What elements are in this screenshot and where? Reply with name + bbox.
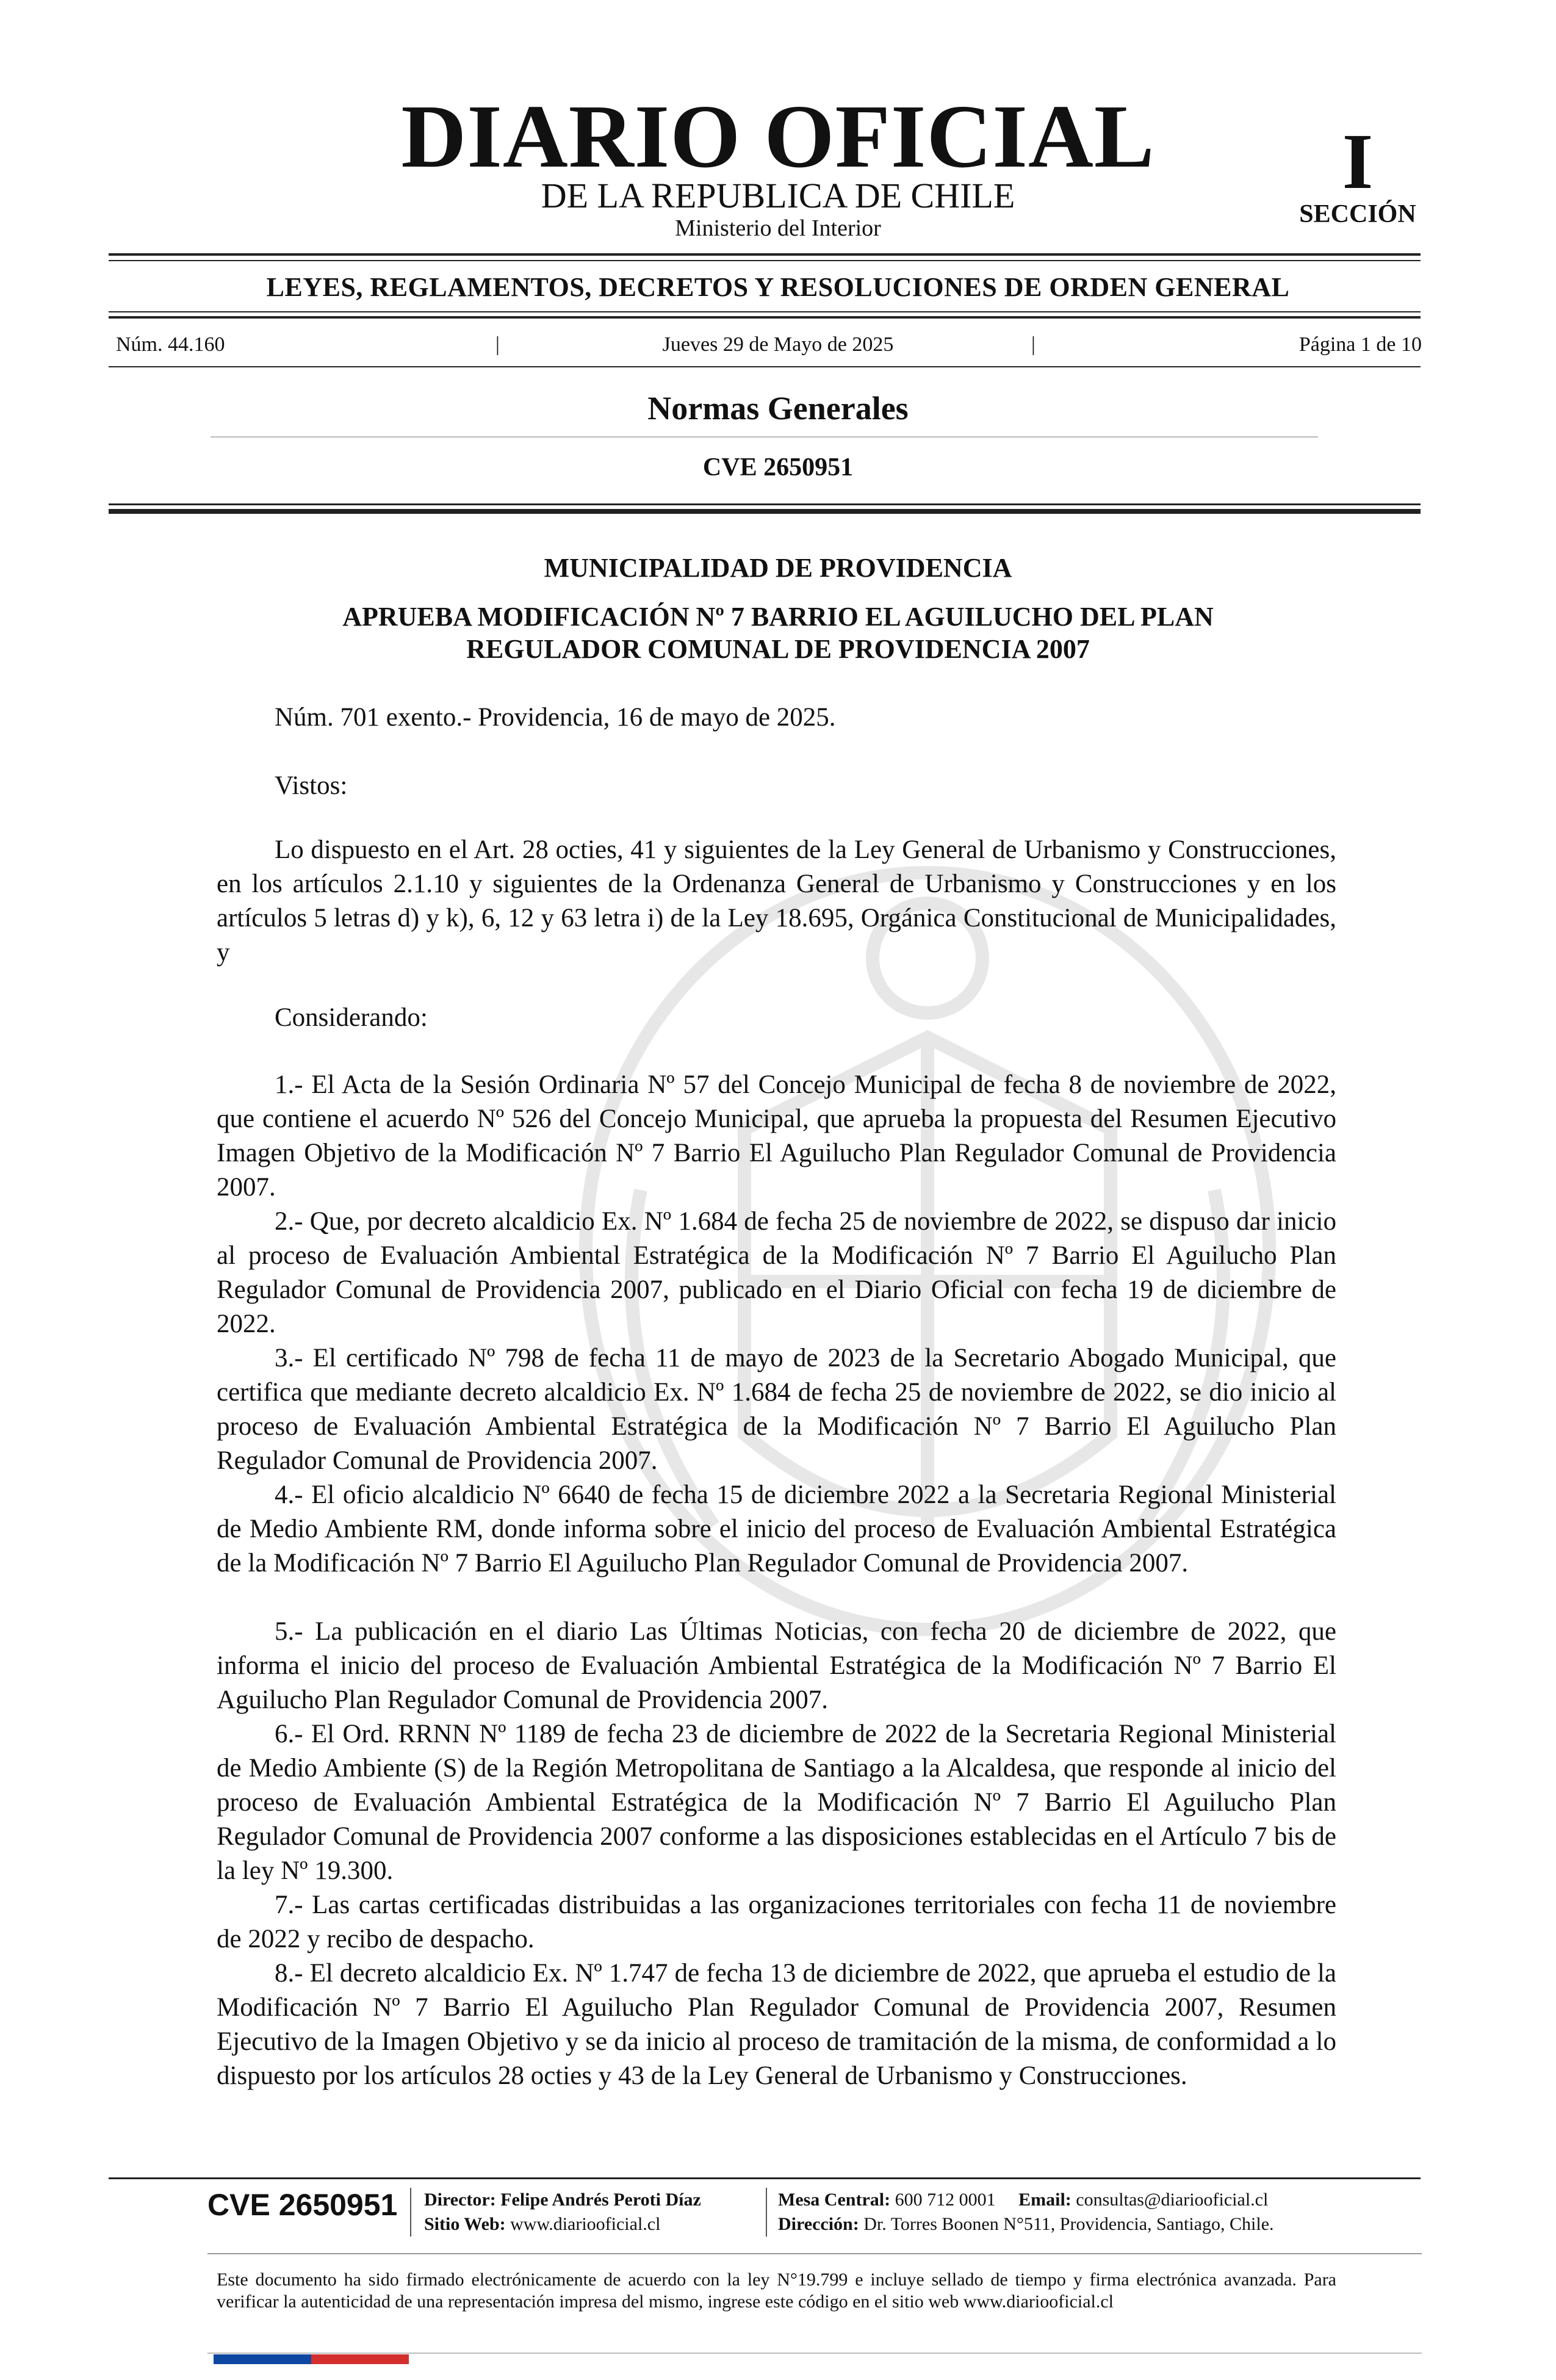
page-indicator: Página 1 de 10	[1298, 333, 1422, 356]
considerando-label: Considerando:	[275, 1003, 428, 1032]
municipality-heading: MUNICIPALIDAD DE PROVIDENCIA	[544, 553, 1012, 583]
considerando-item: 3.- El certificado Nº 798 de fecha 11 de mayo de 2023 de la Secretario Abogado Municipal, que certifica que mediante decreto alcaldicio Ex. Nº 1.684 de fecha 25 de noviembre de 2022, se dio inicio al proceso de Evaluación Ambiental Estratégica de la Modificación Nº 7 Barrio El Aguilucho Plan Regulador Comunal de Providencia 2007.	[217, 1344, 1336, 1475]
footer-note-rule	[207, 2253, 1422, 2254]
issue-date: Jueves 29 de Mayo de 2025	[662, 333, 894, 356]
footer-divider	[766, 2188, 767, 2237]
considerando-item: 6.- El Ord. RRNN Nº 1189 de fecha 23 de diciembre de 2022 de la Secretaria Regional Ministerial de Medio Ambiente (S) de la Región Metropolitana de Santiago a la Alcaldesa, que responde al inicio del proceso de Evaluación Ambiental Estratégica de la Modificación Nº 7 Barrio El Aguilucho Plan Regulador Comunal de Providencia 2007 conforme a las disposiciones establecidas en el Artículo 7 bis de la ley Nº 19.300.	[217, 1720, 1336, 1885]
considerando-item: 8.- El decreto alcaldicio Ex. Nº 1.747 de fecha 13 de diciembre de 2022, que aprueba el estudio de la Modificación Nº 7 Barrio El Aguilucho Plan Regulador Comunal de Providencia 2007, Resumen Ejecutivo de la Imagen Objetivo y se da inicio al proceso de tramitación de la misma, de conformidad a lo dispuesto por los artículos 28 octies y 43 de la Ley General de Urbanismo y Construcciones.	[217, 1959, 1336, 2090]
decree-title: APRUEBA MODIFICACIÓN Nº 7 BARRIO EL AGUILUCHO DEL PLAN REGULADOR COMUNAL DE PROVIDENCIA 2007	[342, 602, 1214, 664]
footer-director: Director: Felipe Andrés Peroti Díaz	[424, 2190, 701, 2210]
considerando-item: 5.- La publicación en el diario Las Últimas Noticias, con fecha 20 de diciembre de 2022, que informa el inicio del proceso de Evaluación Ambiental Estratégica de la Modificación Nº 7 Barrio El Aguilucho Plan Regulador Comunal de Providencia 2007.	[217, 1617, 1336, 1714]
considerando-item: 2.- Que, por decreto alcaldicio Ex. Nº 1.684 de fecha 25 de noviembre de 2022, se dispuso dar inicio al proceso de Evaluación Ambiental Estratégica de la Modificación Nº 7 Barrio El Aguilucho Plan Regulador Comunal de Providencia 2007, publicado en el Diario Oficial con fecha 19 de diciembre de 2022.	[217, 1207, 1336, 1338]
vistos-label: Vistos:	[275, 771, 348, 800]
banner-rule-thin	[109, 311, 1421, 312]
meta-separator: |	[495, 333, 500, 356]
considerando-item: 1.- El Acta de la Sesión Ordinaria Nº 57 del Concejo Municipal de fecha 8 de noviembre de 2022, que contiene el acuerdo Nº 526 del Concejo Municipal, que aprueba la propuesta del Resumen Ejecutivo Imagen Objetivo de la Modificación Nº 7 Barrio El Aguilucho Plan Regulador Comunal de Providencia 2007.	[217, 1070, 1336, 1202]
footer-cve-code: CVE 2650951	[207, 2188, 398, 2222]
masthead-subtitle: DE LA REPUBLICA DE CHILE	[541, 176, 1015, 215]
cve-code: CVE 2650951	[702, 453, 854, 481]
masthead-rule-thin	[109, 260, 1421, 261]
footer-rule	[109, 2177, 1421, 2179]
section-number: I	[1342, 118, 1374, 206]
masthead-ministry: Ministerio del Interior	[675, 215, 881, 241]
issue-number: Núm. 44.160	[116, 333, 225, 356]
flag-stripe-blue	[214, 2354, 311, 2364]
decree-number-line: Núm. 701 exento.- Providencia, 16 de mayo de 2025.	[275, 703, 836, 732]
meta-rule	[109, 366, 1421, 367]
footer-contact: Mesa Central: 600 712 0001 Email: consultas@diariooficial.cl	[778, 2190, 1269, 2210]
considerando-item: 7.- Las cartas certificadas distribuidas a las organizaciones territoriales con fecha 11 de noviembre de 2022 y recibo de despacho.	[217, 1891, 1336, 1953]
email-link[interactable]: consultas@diariooficial.cl	[1076, 2190, 1269, 2210]
section-label: SECCIÓN	[1299, 200, 1416, 228]
masthead-rule-top	[109, 253, 1421, 256]
footer-bottom-rule	[207, 2353, 1422, 2354]
footer-address: Dirección: Dr. Torres Boonen N°511, Providencia, Santiago, Chile.	[778, 2214, 1274, 2234]
footer-website: Sitio Web: www.diariooficial.cl	[424, 2214, 661, 2234]
meta-separator: |	[1031, 333, 1036, 356]
section-banner: LEYES, REGLAMENTOS, DECRETOS Y RESOLUCIONES DE ORDEN GENERAL	[266, 272, 1290, 302]
considerando-item: 4.- El oficio alcaldicio Nº 6640 de fecha 15 de diciembre 2022 a la Secretaria Regional Ministerial de Medio Ambiente RM, donde informa sobre el inicio del proceso de Evaluación Ambiental Estratégica de la Modificación Nº 7 Barrio El Aguilucho Plan Regulador Comunal de Providencia 2007.	[217, 1480, 1336, 1578]
footer-divider	[410, 2188, 411, 2237]
section-heading: Normas Generales	[647, 390, 909, 427]
vistos-paragraph: Lo dispuesto en el Art. 28 octies, 41 y siguientes de la Ley General de Urbanismo y Construcciones, en los artículos 2.1.10 y siguientes de la Ordenanza General de Urbanismo y Construcciones y en los artículos 5 letras d) y k), 6, 12 y 63 letra i) de la Ley 18.695, Orgánica Constitucional de Municipalidades, y	[217, 835, 1336, 967]
cve-rule-thin	[109, 503, 1421, 505]
flag-stripe-red	[311, 2354, 409, 2364]
banner-rule-thick	[109, 316, 1421, 319]
signature-note: Este documento ha sido firmado electrónicamente de acuerdo con la ley N°19.799 e incluye sellado de tiempo y firma electrónica avanzada. Para verificar la autenticidad de una representación impresa del mismo, ingrese este código en el sitio web www.diariooficial.cl	[217, 2270, 1336, 2312]
website-link[interactable]: www.diariooficial.cl	[510, 2214, 661, 2234]
masthead-title: DIARIO OFICIAL	[401, 87, 1155, 187]
normas-rule	[211, 436, 1318, 438]
cve-rule-thick	[109, 509, 1421, 514]
